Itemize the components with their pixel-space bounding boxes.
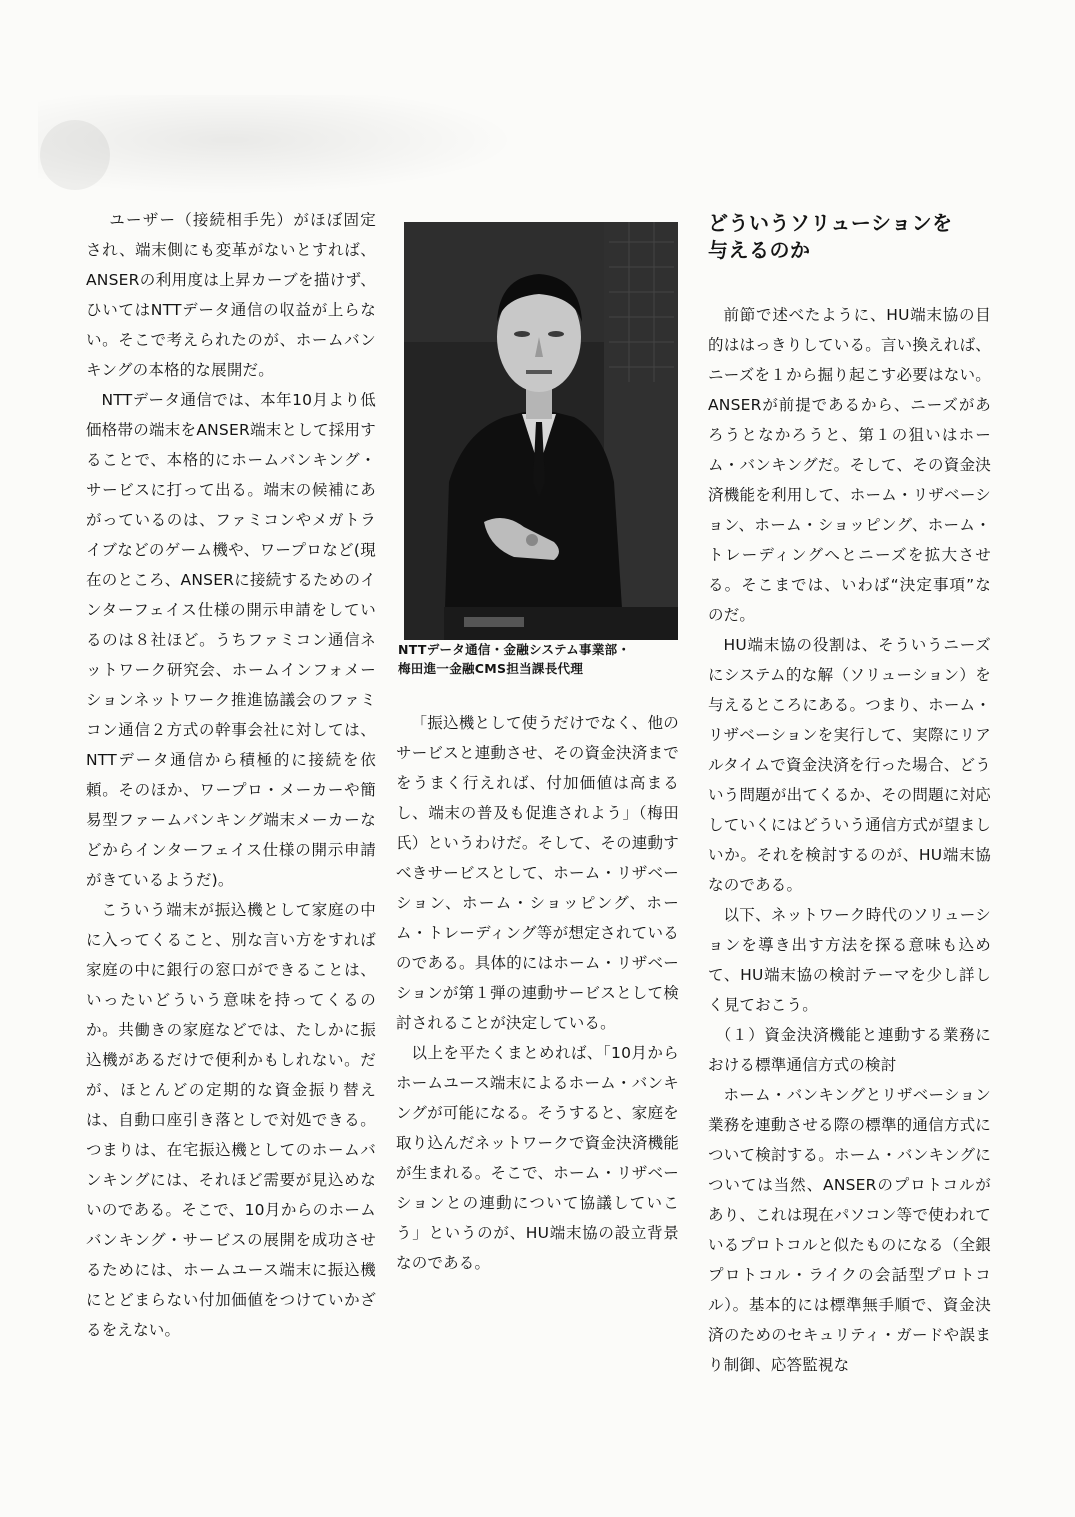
col3-subheading: （１）資金決済機能と連動する業務における標準通信方式の検討	[708, 1026, 991, 1074]
scan-smudge	[38, 95, 518, 195]
article-column-3	[708, 210, 991, 1380]
col2-paragraph-2: 以上を平たくまとめれば、「10月からホームユース端末によるホーム・バンキングが可能になる。そうすると、家庭を取り込んだネットワークで資金決済機能が生まれる。そこで、ホーム・リザベーションとの連動について協議していこう」というのが、HU端末協の設立背景なのである。	[396, 1044, 679, 1272]
heading-line-1: どういうソリューションを	[708, 211, 953, 235]
col3-paragraph-3: 以下、ネットワーク時代のソリューションを導き出す方法を探る意味も込めて、HU端末協の検討テーマを少し詳しく見ておこう。	[708, 906, 991, 1014]
heading-line-2: 与えるのか	[708, 238, 811, 262]
col3-paragraph-1: 前節で述べたように、HU端末協の目的ははっきりしている。言い換えれば、ニーズを１から掘り起こす必要はない。ANSERが前提であるから、ニーズがあろうとなかろうと、第１の狙いはホーム・バンキングだ。そして、その資金決済機能を利用して、ホーム・リザベーション、ホーム・ショッピング、ホーム・トレーディングへとニーズを拡大させる。そこまでは、いわば“決定事項”なのだ。	[708, 306, 991, 624]
col3-paragraph-2: HU端末協の役割は、そういうニーズにシステム的な解（ソリューション）を与えるところにある。つまり、ホーム・リザベーションを実行して、実際にリアルタイムで資金決済を行った場合、どういう問題が出てくるか、その問題に対応していくにはどういう通信方式が望ましいか。それを検討するのが、HU端末協なのである。	[708, 636, 991, 894]
col1-paragraph-1: ユーザー（接続相手先）がほぼ固定され、端末側にも変革がないとすれば、ANSERの利用度は上昇カーブを描けず、ひいてはNTTデータ通信の収益が上らない。そこで考えられたのが、ホームバンキングの本格的な展開だ。	[86, 211, 376, 379]
col3-paragraph-4: ホーム・バンキングとリザベーション業務を連動させる際の標準的通信方式について検討する。ホーム・バンキングについては当然、ANSERのプロトコルがあり、これは現在パソコン等で使われているプロトコルと似たものになる（全銀プロトコル・ライクの会話型プロトコル）。基本的には標準無手順で、資金決済のためのセキュリティ・ガードや誤まり制御、応答監視な	[708, 1086, 991, 1374]
photo-caption	[398, 640, 688, 678]
scan-smudge-mark	[40, 120, 110, 190]
caption-line-1: NTTデータ通信・金融システム事業部・	[398, 642, 631, 657]
col1-paragraph-3: こういう端末が振込機として家庭の中に入ってくること、別な言い方をすれば家庭の中に銀行の窓口ができることは、いったいどういう意味を持ってくるのか。共働きの家庭などでは、たしかに振込機があるだけで便利かもしれない。だが、ほとんどの定期的な資金振り替えは、自動口座引き落としで対処できる。つまりは、在宅振込機としてのホームバンキングには、それほど需要が見込めないのである。そこで、10月からのホームバンキング・サービスの展開を成功させるためには、ホームユース端末に振込機にとどまらない付加価値をつけていかざるをえない。	[86, 901, 376, 1339]
article-column-1	[86, 205, 376, 1345]
col2-paragraph-1: 「振込機として使うだけでなく、他のサービスと連動させ、その資金決済までをうまく行えれば、付加価値は高まるし、端末の普及も促進されよう」（梅田氏）というわけだ。そして、その連動すべきサービスとして、ホーム・リザベーション、ホーム・ショッピング、ホーム・トレーディング等が想定されているのである。具体的にはホーム・リザベーションが第１弾の連動サービスとして検討されることが決定している。	[396, 714, 679, 1032]
col1-paragraph-2: NTTデータ通信では、本年10月より低価格帯の端末をANSER端末として採用することで、本格的にホームバンキング・サービスに打って出る。端末の候補にあがっているのは、ファミコンやメガトライブなどのゲーム機や、ワープロなど(現在のところ、ANSERに接続するためのインターフェイス仕様の開示申請をしているのは８社ほど。うちファミコン通信ネットワーク研究会、ホームインフォメーションネットワーク推進協議会のファミコン通信２方式の幹事会社に対しては、NTTデータ通信から積極的に接続を依頼。そのほか、ワープロ・メーカーや簡易型ファームバンキング端末メーカーなどからインターフェイス仕様の開示申請がきているようだ)。	[86, 391, 377, 889]
article-column-2	[396, 708, 679, 1278]
caption-line-2: 梅田進一金融CMS担当課長代理	[398, 661, 584, 676]
portrait-photo	[404, 222, 678, 640]
section-heading	[708, 210, 991, 264]
